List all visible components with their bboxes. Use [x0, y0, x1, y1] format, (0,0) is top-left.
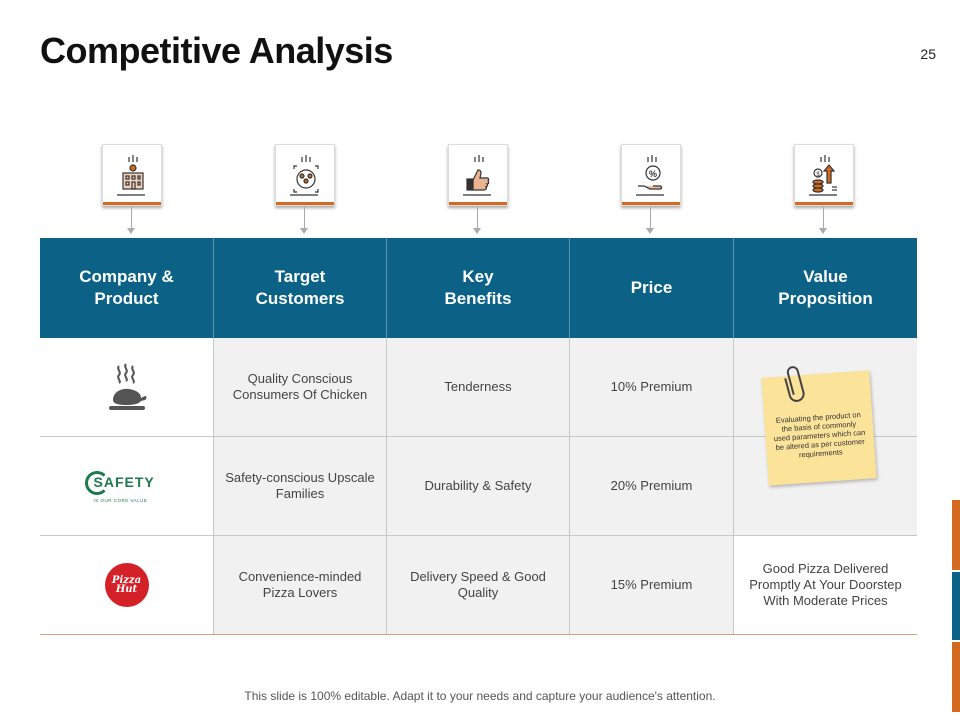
key-benefits-cell: Durability & Safety [387, 437, 570, 535]
accent-bar-orange [952, 500, 960, 570]
svg-text:$: $ [816, 172, 820, 178]
connector-line [304, 206, 305, 230]
table-header-row [40, 238, 917, 338]
table-row [40, 536, 917, 635]
connector-arrow [473, 228, 481, 234]
safety-logo-word: SAFETY [93, 474, 155, 490]
header-line: Customers [255, 289, 345, 308]
header-line: Benefits [444, 289, 512, 308]
header-value-proposition [734, 238, 917, 338]
target-customers-cell: Safety-conscious Upscale Families [214, 437, 387, 535]
footer-note: This slide is 100% editable. Adapt it to your needs and capture your audience's attention. [244, 689, 716, 703]
value-growth-icon [794, 144, 854, 206]
header-price [570, 238, 734, 338]
pizza-hut-logo [105, 563, 149, 607]
connector-line [131, 206, 132, 230]
page-number: 25 [920, 46, 936, 62]
header-line: Key [462, 267, 494, 286]
price-cell: 20% Premium [570, 437, 734, 535]
price-percent-hand-icon [621, 144, 681, 206]
price-cell: 15% Premium [570, 536, 734, 634]
pizza-hut-logo-text: Pizza Hut [111, 575, 142, 595]
accent-bar-blue [952, 572, 960, 640]
sticky-note-text: Evaluating the product on the basis of commonly used parameters which can be altered as per customer requirements [773, 409, 866, 459]
connector-arrow [646, 228, 654, 234]
safety-logo-tagline: IS OUR CORE VALUE [93, 498, 148, 503]
connector-line [477, 206, 478, 230]
company-logo-cell [40, 338, 214, 436]
connector-line [650, 206, 651, 230]
target-customers-cell: Convenience-minded Pizza Lovers [214, 536, 387, 634]
header-target-customers [214, 238, 387, 338]
sticky-note [761, 370, 876, 485]
roast-chicken-logo [105, 362, 149, 412]
header-line: Company & [79, 267, 174, 286]
connector-arrow [127, 228, 135, 234]
thumbs-up-benefits-icon [448, 144, 508, 206]
header-line: Value [803, 267, 848, 286]
slide-title: Competitive Analysis [40, 30, 393, 71]
key-benefits-cell: Delivery Speed & Good Quality [387, 536, 570, 634]
target-customers-icon [275, 144, 335, 206]
header-company-product [40, 238, 214, 338]
header-line: Target [274, 267, 326, 286]
header-line: Product [94, 289, 159, 308]
price-cell: 10% Premium [570, 338, 734, 436]
company-logo-cell [40, 536, 214, 634]
value-proposition-cell: Good Pizza Delivered Promptly At Your Doorstep With Moderate Prices [734, 536, 917, 634]
connector-arrow [819, 228, 827, 234]
target-customers-cell: Quality Conscious Consumers Of Chicken [214, 338, 387, 436]
company-building-icon [102, 144, 162, 206]
svg-text:%: % [648, 169, 658, 179]
paperclip-icon [784, 364, 806, 404]
key-benefits-cell: Tenderness [387, 338, 570, 436]
header-line: Proposition [778, 289, 873, 308]
header-key-benefits [387, 238, 570, 338]
company-logo-cell [40, 437, 214, 535]
header-line: Price [630, 278, 673, 297]
safety-logo [85, 469, 169, 503]
connector-line [823, 206, 824, 230]
connector-arrow [300, 228, 308, 234]
